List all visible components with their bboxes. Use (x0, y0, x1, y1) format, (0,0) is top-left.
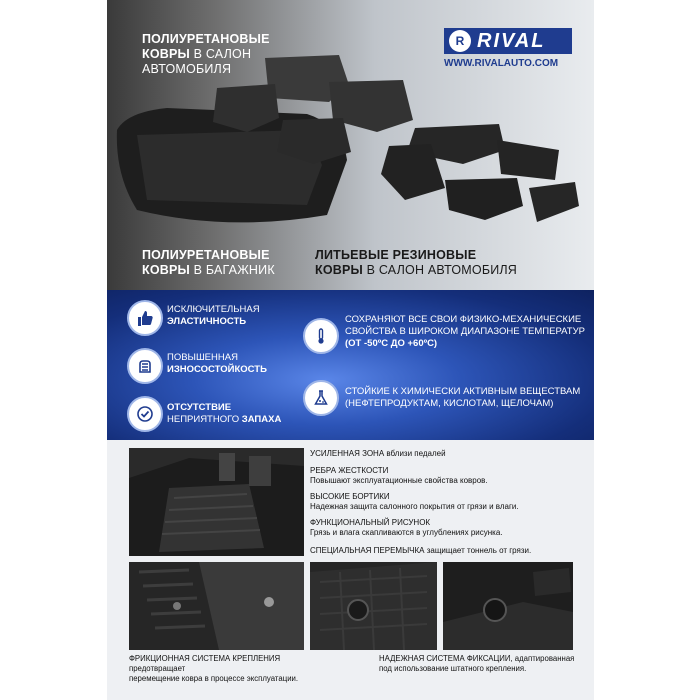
feature-chemical: СТОЙКИЕ К ХИМИЧЕСКИ АКТИВНЫМ ВЕЩЕСТВАМ (НЕФТЕПРОДУКТАМ, КИСЛОТАМ, ЩЕЛОЧАМ) (345, 386, 581, 409)
rival-logo-mark: R (449, 30, 471, 52)
thumbs-up-icon (127, 300, 163, 336)
wear-resistance-icon (127, 348, 163, 384)
rubber-mat-rear-right (445, 178, 523, 220)
caption-friction-fixing: ФРИКЦИОННАЯ СИСТЕМА КРЕПЛЕНИЯ предотвращает перемещение ковра в процессе эксплуатации. (129, 654, 299, 683)
rival-logo-text: RIVAL (477, 29, 546, 52)
header-pu-cabin: ПОЛИУРЕТАНОВЫЕ КОВРЫ В САЛОН АВТОМОБИЛЯ (142, 32, 270, 76)
rival-logo (444, 28, 572, 54)
spec-tunnel-bridge: СПЕЦИАЛЬНАЯ ПЕРЕМЫЧКА защищает тоннель от грязи. (310, 546, 532, 555)
feature-wear-resistance: ПОВЫШЕННАЯ ИЗНОСОСТОЙКОСТЬ (167, 352, 267, 375)
friction-fixing-photo (129, 562, 304, 650)
rubber-mat-tunnel (529, 182, 579, 222)
website-link[interactable]: WWW.RIVALAUTO.COM (444, 58, 559, 69)
product-hero (107, 0, 594, 290)
feature-no-odor: ОТСУТСТВИЕ НЕПРИЯТНОГО ЗАПАХА (167, 402, 282, 425)
features-band (107, 290, 594, 440)
spec-reinforced-zone: УСИЛЕННАЯ ЗОНА вблизи педалей (310, 449, 446, 458)
thermometer-icon (303, 318, 339, 354)
caption-fixing-system: НАДЕЖНАЯ СИСТЕМА ФИКСАЦИИ, адаптированная под использование штатного крепления. (379, 654, 575, 673)
flask-icon (303, 380, 339, 416)
spec-high-edges: ВЫСОКИЕ БОРТИКИ Надежная защита салонного покрытия от грязи и влаги. (310, 492, 519, 511)
pedal-zone-photo (129, 448, 304, 556)
product-sheet (107, 0, 594, 700)
check-badge-icon (127, 396, 163, 432)
header-rubber-cabin: ЛИТЬЕВЫЕ РЕЗИНОВЫЕ КОВРЫ В САЛОН АВТОМОБИЛЯ (315, 248, 518, 277)
spec-pattern: ФУНКЦИОНАЛЬНЫЙ РИСУНОК Грязь и влага скапливаются в углублениях рисунка. (310, 518, 503, 537)
standard-fixing-photo (443, 562, 573, 650)
feature-elasticity: ИСКЛЮЧИТЕЛЬНАЯ ЭЛАСТИЧНОСТЬ (167, 304, 260, 327)
fixing-clip-photo (310, 562, 437, 650)
header-pu-trunk: ПОЛИУРЕТАНОВЫЕ КОВРЫ В БАГАЖНИК (142, 248, 275, 277)
feature-temperature: СОХРАНЯЮТ ВСЕ СВОИ ФИЗИКО-МЕХАНИЧЕСКИЕ СВОЙСТВА В ШИРОКОМ ДИАПАЗОНЕ ТЕМПЕРАТУР (ОТ -50ºС ДО +60ºС) (345, 314, 585, 349)
rubber-mat-front-right (497, 140, 559, 180)
spec-ribs: РЕБРА ЖЕСТКОСТИ Повышают эксплуатационные свойства ковров. (310, 466, 488, 485)
